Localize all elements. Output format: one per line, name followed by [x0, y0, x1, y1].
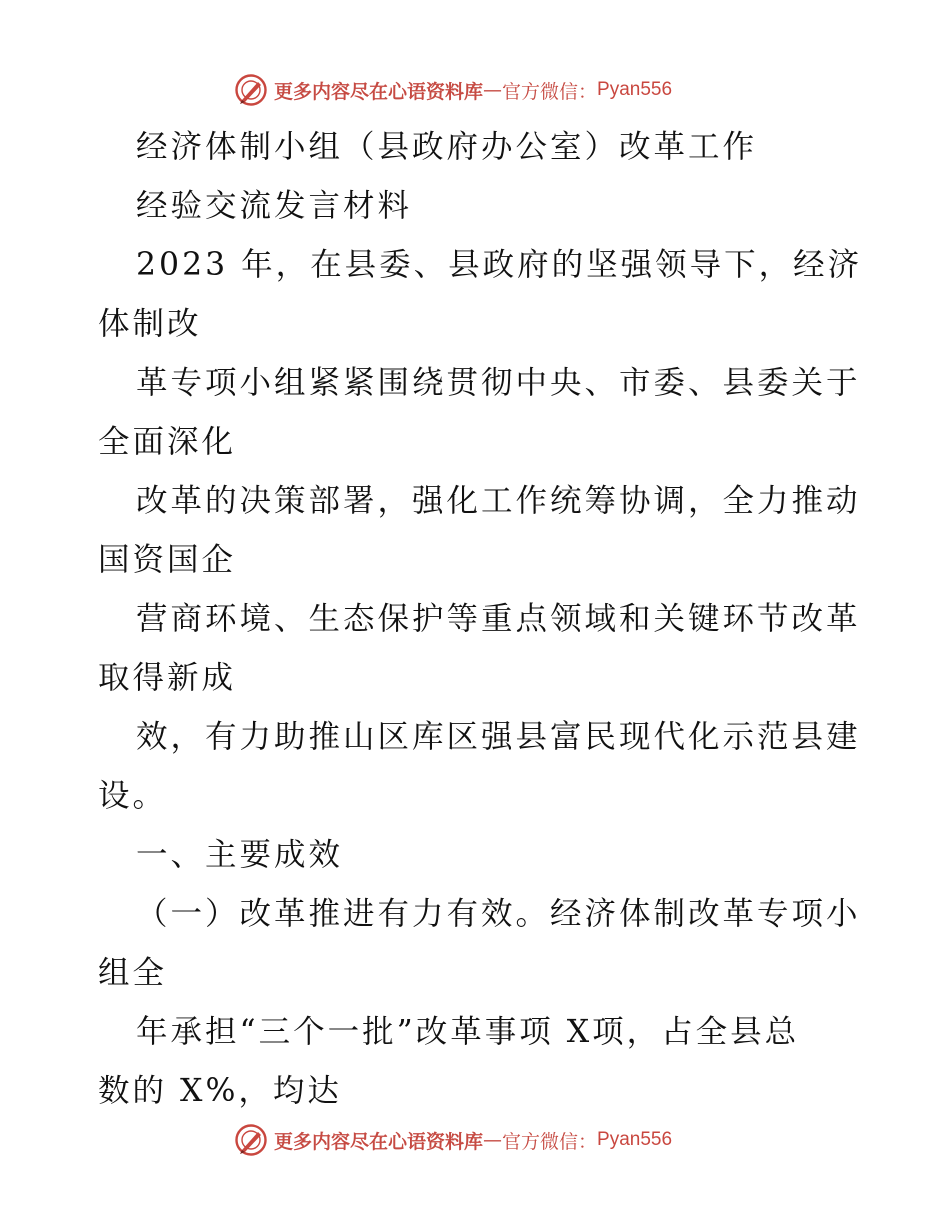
pen-logo-icon — [234, 1123, 268, 1157]
watermark-handle: Pyan556 — [597, 79, 673, 100]
text-line: （一）改革推进有力有效。经济体制改革专项小 — [136, 896, 861, 932]
text-line: 国资国企 — [98, 542, 237, 578]
pen-logo-icon — [234, 73, 268, 107]
text-line: 一、主要成效 — [136, 837, 344, 873]
text-line: 全面深化 — [98, 424, 237, 460]
text-line: 取得新成 — [98, 660, 237, 696]
text-line: 经济体制小组（县政府办公室）改革工作 — [136, 129, 758, 165]
text-line: 革专项小组紧紧围绕贯彻中央、市委、县委关于 — [136, 365, 861, 401]
text-line: 设。 — [98, 778, 168, 814]
watermark-dash: — — [483, 79, 503, 101]
text-line: 年承担“三个一批”改革事项 X项，占全县总 — [136, 1014, 800, 1050]
text-line: 营商环境、生态保护等重点领域和关键环节改革 — [136, 601, 861, 637]
text-line: 经验交流发言材料 — [136, 188, 413, 224]
watermark-dash: — — [483, 1129, 503, 1151]
text-line: 数的 X%，均达 — [98, 1073, 342, 1109]
text-line: 改革的决策部署，强化工作统筹协调，全力推动 — [136, 483, 861, 519]
watermark-footer — [234, 1122, 672, 1158]
text-line: 组全 — [98, 955, 168, 991]
watermark-brand: 更多内容尽在心语资料库 — [274, 1130, 484, 1153]
document-body — [98, 118, 863, 1121]
watermark-label: 官方微信： — [502, 80, 598, 103]
watermark-label: 官方微信： — [502, 1130, 598, 1153]
watermark-header — [234, 72, 672, 108]
watermark-brand: 更多内容尽在心语资料库 — [274, 80, 484, 103]
text-line: 体制改 — [98, 306, 202, 342]
text-line: 2023 年，在县委、县政府的坚强领导下，经济 — [136, 247, 863, 283]
text-line: 效，有力助推山区库区强县富民现代化示范县建 — [136, 719, 861, 755]
watermark-handle: Pyan556 — [597, 1129, 673, 1150]
